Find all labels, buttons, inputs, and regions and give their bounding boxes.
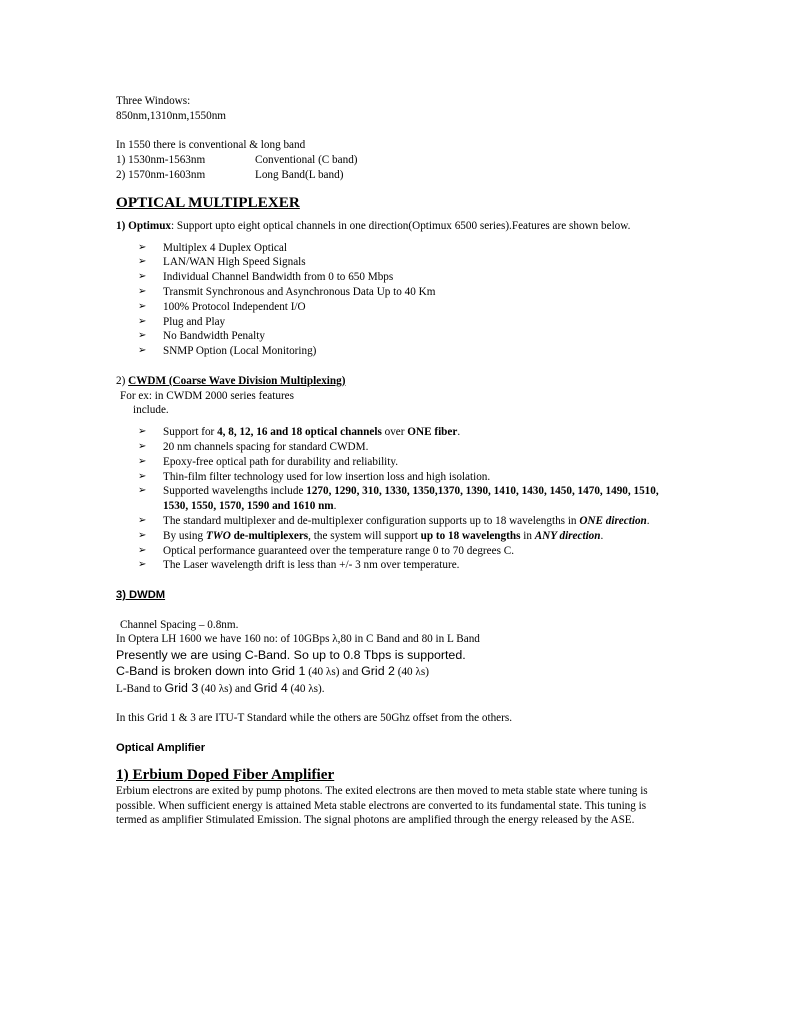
erbium-paragraph: Erbium electrons are exited by pump photons. The exited electrons are then moved to meta stable state where tuning is possible. When sufficient energy is attained Meta stable electrons are converted to its fundamental state. This tuning is termed as amplifier Stimulated Emission. The signal photons are amplified through the energy released by the ASE. <box>116 784 648 827</box>
dwdm-spacing: Channel Spacing – 0.8nm. <box>120 618 239 631</box>
list-item: ➢ The standard multiplexer and de-multiplexer configuration supports up to 18 wavelengths in ONE direction. <box>138 514 650 527</box>
arrow-bullet-icon: ➢ <box>138 345 147 357</box>
cwdm-title: CWDM (Coarse Wave Division Multiplexing) <box>128 374 346 387</box>
list-item: ➢ By using TWO de-multiplexers, the system will support up to 18 wavelengths in ANY direction. <box>138 529 604 542</box>
band-row <box>116 168 676 183</box>
cwdm-intro-line: include. <box>133 404 169 417</box>
arrow-bullet-icon: ➢ <box>138 544 147 556</box>
list-item: ➢ Plug and Play <box>138 315 226 328</box>
dwdm-heading: 3) DWDM <box>116 588 166 601</box>
dwdm-cband: C-Band is broken down into Grid 1 (40 λs) and Grid 2 (40 λs) <box>116 664 429 679</box>
list-item: ➢ Support for 4, 8, 12, 16 and 18 optical channels over ONE fiber. <box>138 426 461 439</box>
arrow-bullet-icon: ➢ <box>138 559 147 571</box>
list-item: ➢ 100% Protocol Independent I/O <box>138 300 306 313</box>
arrow-bullet-icon: ➢ <box>138 426 147 438</box>
arrow-bullet-icon: ➢ <box>138 485 147 497</box>
arrow-bullet-icon: ➢ <box>138 455 147 467</box>
arrow-bullet-icon: ➢ <box>138 256 147 268</box>
arrow-bullet-icon: ➢ <box>138 330 147 342</box>
bands-intro: In 1550 there is conventional & long band <box>116 139 306 152</box>
list-item: ➢ 20 nm channels spacing for standard CWDM. <box>138 440 369 453</box>
band-range: 1) 1530nm-1563nm <box>116 154 206 167</box>
list-item: ➢ LAN/WAN High Speed Signals <box>138 256 306 269</box>
cwdm-intro-line: For ex: in CWDM 2000 series features <box>120 389 294 402</box>
list-item: ➢ Transmit Synchronous and Asynchronous Data Up to 40 Km <box>138 285 436 298</box>
list-item: ➢ No Bandwidth Penalty <box>138 330 265 343</box>
windows-title: Three Windows: <box>116 95 191 107</box>
optimux-feature-list <box>116 241 676 359</box>
list-item: ➢ Optical performance guaranteed over the temperature range 0 to 70 degrees C. <box>138 544 515 557</box>
list-item: ➢ SNMP Option (Local Monitoring) <box>138 345 317 358</box>
optimux-text: : Support upto eight optical channels in one direction(Optimux 6500 series).Features are shown below. <box>171 219 631 232</box>
erbium-heading: 1) Erbium Doped Fiber Amplifier <box>116 765 335 783</box>
optical-multiplexer-heading: OPTICAL MULTIPLEXER <box>116 193 300 211</box>
arrow-bullet-icon: ➢ <box>138 271 147 283</box>
list-item: ➢ Multiplex 4 Duplex Optical <box>138 241 287 254</box>
arrow-bullet-icon: ➢ <box>138 241 147 253</box>
arrow-bullet-icon: ➢ <box>138 315 147 327</box>
dwdm-present: Presently we are using C-Band. So up to 0.8 Tbps is supported. <box>116 648 466 663</box>
band-range: 2) 1570nm-1603nm <box>116 168 206 181</box>
cwdm-feature-list <box>116 425 676 573</box>
dwdm-grid-note: In this Grid 1 & 3 are ITU-T Standard while the others are 50Ghz offset from the others. <box>116 712 513 725</box>
windows-values: 850nm,1310nm,1550nm <box>116 109 227 122</box>
dwdm-optera: In Optera LH 1600 we have 160 no: of 10GBps λ,80 in C Band and 80 in L Band <box>116 633 480 646</box>
optimux-label: 1) Optimux <box>116 219 172 232</box>
band-name: Conventional (C band) <box>255 154 358 167</box>
arrow-bullet-icon: ➢ <box>138 440 147 452</box>
document-page <box>116 94 676 828</box>
arrow-bullet-icon: ➢ <box>138 514 147 526</box>
band-row <box>116 153 676 168</box>
band-name: Long Band(L band) <box>255 168 344 181</box>
arrow-bullet-icon: ➢ <box>138 300 147 312</box>
optimux-paragraph <box>116 219 676 234</box>
list-item: ➢ Epoxy-free optical path for durability and reliability. <box>138 455 399 468</box>
list-item: ➢ Individual Channel Bandwidth from 0 to 650 Mbps <box>138 271 394 284</box>
list-item: ➢ Thin-film filter technology used for low insertion loss and high isolation. <box>138 470 491 483</box>
list-item: ➢ The Laser wavelength drift is less than +/- 3 nm over temperature. <box>138 559 460 572</box>
list-item: ➢ Supported wavelengths include 1270, 1290, 310, 1330, 1350,1370, 1390, 1410, 1430, 1450, 1470, 1490, 1510, 1530, 1550, 1570, 1590 and 1610 nm. <box>138 485 659 513</box>
dwdm-lband: L-Band to Grid 3 (40 λs) and Grid 4 (40 λs). <box>116 680 325 695</box>
cwdm-heading: 2) CWDM (Coarse Wave Division Multiplexing) <box>116 374 346 387</box>
arrow-bullet-icon: ➢ <box>138 285 147 297</box>
arrow-bullet-icon: ➢ <box>138 470 147 482</box>
optical-amplifier-heading: Optical Amplifier <box>116 742 206 755</box>
arrow-bullet-icon: ➢ <box>138 529 147 541</box>
